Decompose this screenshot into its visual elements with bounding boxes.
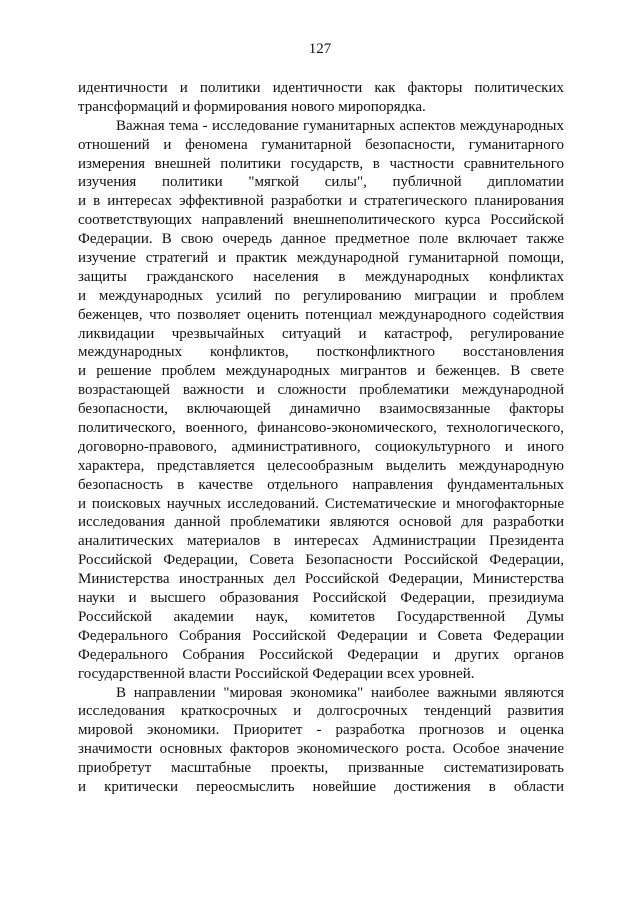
document-body bbox=[78, 79, 564, 797]
text-line: исследования данной проблематики являются основой для разработки bbox=[78, 514, 564, 531]
text-line: возрастающей важности и сложности проблематики международной bbox=[78, 382, 564, 399]
text-line: и поисковых научных исследований. Систематические и многофакторные bbox=[78, 495, 564, 512]
text-line: измерения внешней политики государств, в частности сравнительного bbox=[78, 155, 564, 172]
text-line: государственной власти Российской Федерации всех уровней. bbox=[78, 665, 475, 682]
text-line: значимости основных факторов экономического роста. Особое значение bbox=[78, 741, 564, 758]
text-line: науки и высшего образования Российской Федерации, президиума bbox=[78, 590, 564, 607]
paragraph bbox=[78, 79, 564, 117]
text-line: политического, военного, финансово-экономического, технологического, bbox=[78, 420, 564, 437]
text-line: соответствующих направлений внешнеполитического курса Российской bbox=[78, 212, 564, 229]
text-line: Федерального Собрания Российской Федерации и других органов bbox=[78, 646, 564, 663]
text-line: Федерального Собрания Российской Федерации и Совета Федерации bbox=[78, 627, 564, 644]
text-line: и в интересах эффективной разработки и стратегического планирования bbox=[78, 193, 564, 210]
text-line: изучения политики "мягкой силы", публичной дипломатии bbox=[78, 174, 564, 191]
text-line: и решение проблем международных мигрантов и беженцев. В свете bbox=[78, 363, 564, 380]
text-line: Федерации. В свою очередь данное предметное поле включает также bbox=[78, 231, 564, 248]
text-line: Министерства иностранных дел Российской Федерации, Министерства bbox=[78, 571, 564, 588]
text-line: В направлении "мировая экономика" наиболее важными являются bbox=[116, 684, 564, 701]
text-line: безопасности, включающей динамично взаимосвязанные факторы bbox=[78, 401, 564, 418]
text-line: приобретут масштабные проекты, призванные систематизировать bbox=[78, 760, 564, 777]
text-line: ликвидации чрезвычайных ситуаций и катастроф, регулирование bbox=[78, 325, 564, 342]
paragraph bbox=[78, 684, 564, 797]
text-line: мировой экономики. Приоритет - разработка прогнозов и оценка bbox=[78, 722, 564, 739]
text-line: защиты гражданского населения в международных конфликтах bbox=[78, 268, 564, 285]
text-line: Важная тема - исследование гуманитарных аспектов международных bbox=[116, 117, 564, 134]
text-line: трансформаций и формирования нового миропорядка. bbox=[78, 98, 426, 115]
text-line: Российской Федерации, Совета Безопасности Российской Федерации, bbox=[78, 552, 564, 569]
text-line: отношений и феномена гуманитарной безопасности, гуманитарного bbox=[78, 136, 564, 153]
text-line: и международных усилий по регулированию миграции и проблем bbox=[78, 287, 564, 304]
text-line: аналитических материалов в интересах Администрации Президента bbox=[78, 533, 564, 550]
text-line: характера, представляется целесообразным выделить международную bbox=[78, 457, 564, 474]
page-number: 127 bbox=[308, 41, 332, 57]
text-line: Российской академии наук, комитетов Государственной Думы bbox=[78, 608, 564, 625]
text-line: международных конфликтов, постконфликтного восстановления bbox=[78, 344, 564, 361]
text-line: и критически переосмыслить новейшие достижения в области bbox=[78, 778, 564, 795]
text-line: беженцев, что позволяет оценить потенциал международного содействия bbox=[78, 306, 564, 323]
text-line: исследования краткосрочных и долгосрочных тенденций развития bbox=[78, 703, 564, 720]
text-line: идентичности и политики идентичности как факторы политических bbox=[78, 80, 564, 96]
text-line: договорно-правового, административного, социокультурного и иного bbox=[78, 438, 564, 455]
text-line: безопасность в качестве отдельного направления фундаментальных bbox=[78, 476, 564, 493]
paragraph bbox=[78, 117, 564, 684]
text-line: изучение стратегий и практик международной гуманитарной помощи, bbox=[78, 250, 564, 267]
